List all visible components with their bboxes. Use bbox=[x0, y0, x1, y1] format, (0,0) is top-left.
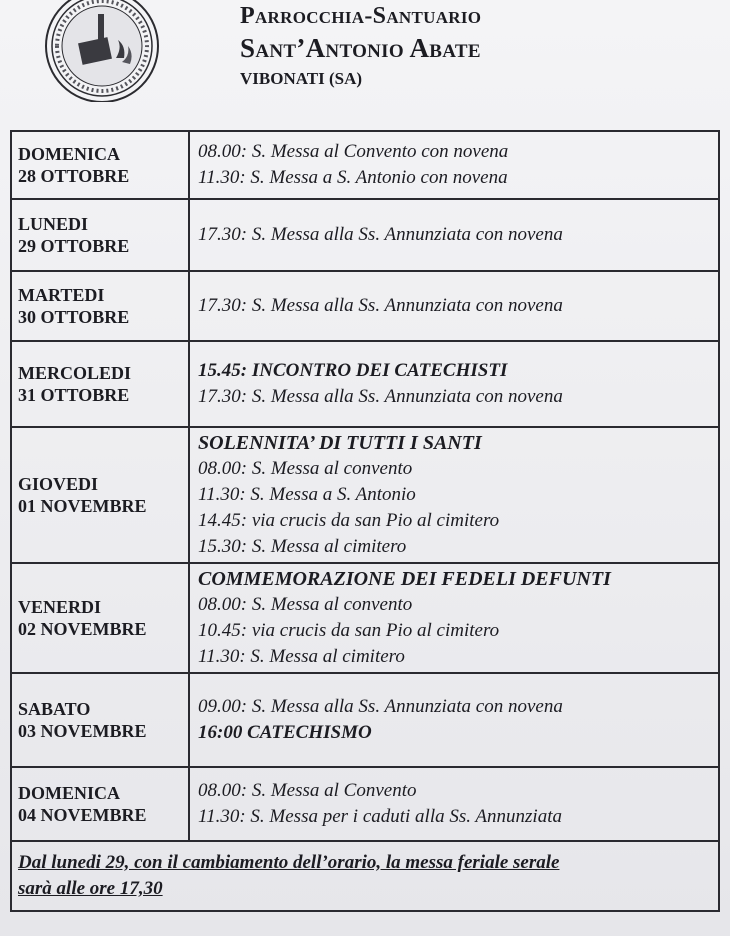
events-cell bbox=[189, 563, 719, 673]
day-name: LUNEDI bbox=[18, 214, 89, 234]
day-name: MERCOLEDI bbox=[18, 363, 132, 383]
day-cell bbox=[11, 427, 189, 563]
day-name: GIOVEDI bbox=[18, 474, 99, 494]
schedule-row bbox=[11, 341, 719, 427]
event-line: 10.45: via crucis da san Pio al cimitero bbox=[198, 620, 500, 641]
day-name: VENERDI bbox=[18, 597, 102, 617]
event-line: 17.30: S. Messa alla Ss. Annunziata con novena bbox=[198, 224, 563, 245]
event-heading: SOLENNITA’ DI TUTTI I SANTI bbox=[198, 432, 482, 454]
day-date: 28 OTTOBRE bbox=[18, 166, 130, 186]
day-cell bbox=[11, 341, 189, 427]
event-line: 08.00: S. Messa al Convento bbox=[198, 780, 417, 801]
day-date: 04 NOVEMBRE bbox=[18, 805, 147, 825]
day-cell bbox=[11, 563, 189, 673]
events-cell bbox=[189, 341, 719, 427]
event-line: 08.00: S. Messa al convento bbox=[198, 458, 413, 479]
event-line: 14.45: via crucis da san Pio al cimitero bbox=[198, 510, 500, 531]
schedule-row bbox=[11, 767, 719, 841]
event-line: 17.30: S. Messa alla Ss. Annunziata con novena bbox=[198, 386, 563, 407]
schedule-row bbox=[11, 673, 719, 767]
schedule-row bbox=[11, 427, 719, 563]
schedule-row bbox=[11, 563, 719, 673]
header-line-town: VIBONATI (SA) bbox=[240, 69, 363, 88]
events-cell bbox=[189, 131, 719, 199]
event-heading: COMMEMORAZIONE DEI FEDELI DEFUNTI bbox=[198, 568, 611, 590]
day-cell bbox=[11, 673, 189, 767]
event-line: 08.00: S. Messa al convento bbox=[198, 594, 413, 615]
day-name: DOMENICA bbox=[18, 783, 120, 803]
event-line: 15.30: S. Messa al cimitero bbox=[198, 536, 407, 557]
note-line: sarà alle ore 17,30 bbox=[18, 878, 163, 899]
event-line: 11.30: S. Messa a S. Antonio con novena bbox=[198, 167, 508, 188]
header-line-saint: Sant’Antonio Abate bbox=[240, 33, 481, 63]
day-date: 30 OTTOBRE bbox=[18, 307, 130, 327]
day-date: 29 OTTOBRE bbox=[18, 236, 130, 256]
parish-header bbox=[240, 2, 481, 90]
schedule-row bbox=[11, 131, 719, 199]
event-line: 09.00: S. Messa alla Ss. Annunziata con novena bbox=[198, 696, 563, 717]
schedule-table bbox=[10, 130, 720, 912]
schedule-row bbox=[11, 199, 719, 271]
event-line: 17.30: S. Messa alla Ss. Annunziata con novena bbox=[198, 295, 563, 316]
header-line-parish: Parrocchia-Santuario bbox=[240, 3, 482, 29]
event-line: 16:00 CATECHISMO bbox=[198, 722, 372, 743]
schedule-row bbox=[11, 271, 719, 341]
day-date: 31 OTTOBRE bbox=[18, 385, 130, 405]
day-name: DOMENICA bbox=[18, 144, 120, 164]
schedule-note bbox=[11, 841, 719, 911]
day-name: SABATO bbox=[18, 699, 91, 719]
event-line: 08.00: S. Messa al Convento con novena bbox=[198, 141, 509, 162]
day-name: MARTEDI bbox=[18, 285, 105, 305]
events-cell bbox=[189, 427, 719, 563]
day-date: 03 NOVEMBRE bbox=[18, 721, 147, 741]
day-cell bbox=[11, 271, 189, 341]
day-cell bbox=[11, 767, 189, 841]
event-line: 11.30: S. Messa per i caduti alla Ss. Annunziata bbox=[198, 806, 562, 827]
event-line: 11.30: S. Messa al cimitero bbox=[198, 646, 405, 667]
note-row bbox=[11, 841, 719, 911]
note-line: Dal lunedi 29, con il cambiamento dell’orario, la messa feriale serale bbox=[18, 852, 560, 873]
day-cell bbox=[11, 199, 189, 271]
events-cell bbox=[189, 673, 719, 767]
day-date: 01 NOVEMBRE bbox=[18, 496, 147, 516]
events-cell bbox=[189, 271, 719, 341]
event-line: 15.45: INCONTRO DEI CATECHISTI bbox=[198, 360, 508, 381]
day-cell bbox=[11, 131, 189, 199]
event-line: 11.30: S. Messa a S. Antonio bbox=[198, 484, 416, 505]
day-date: 02 NOVEMBRE bbox=[18, 619, 147, 639]
parish-seal-icon bbox=[42, 0, 160, 102]
events-cell bbox=[189, 199, 719, 271]
events-cell bbox=[189, 767, 719, 841]
